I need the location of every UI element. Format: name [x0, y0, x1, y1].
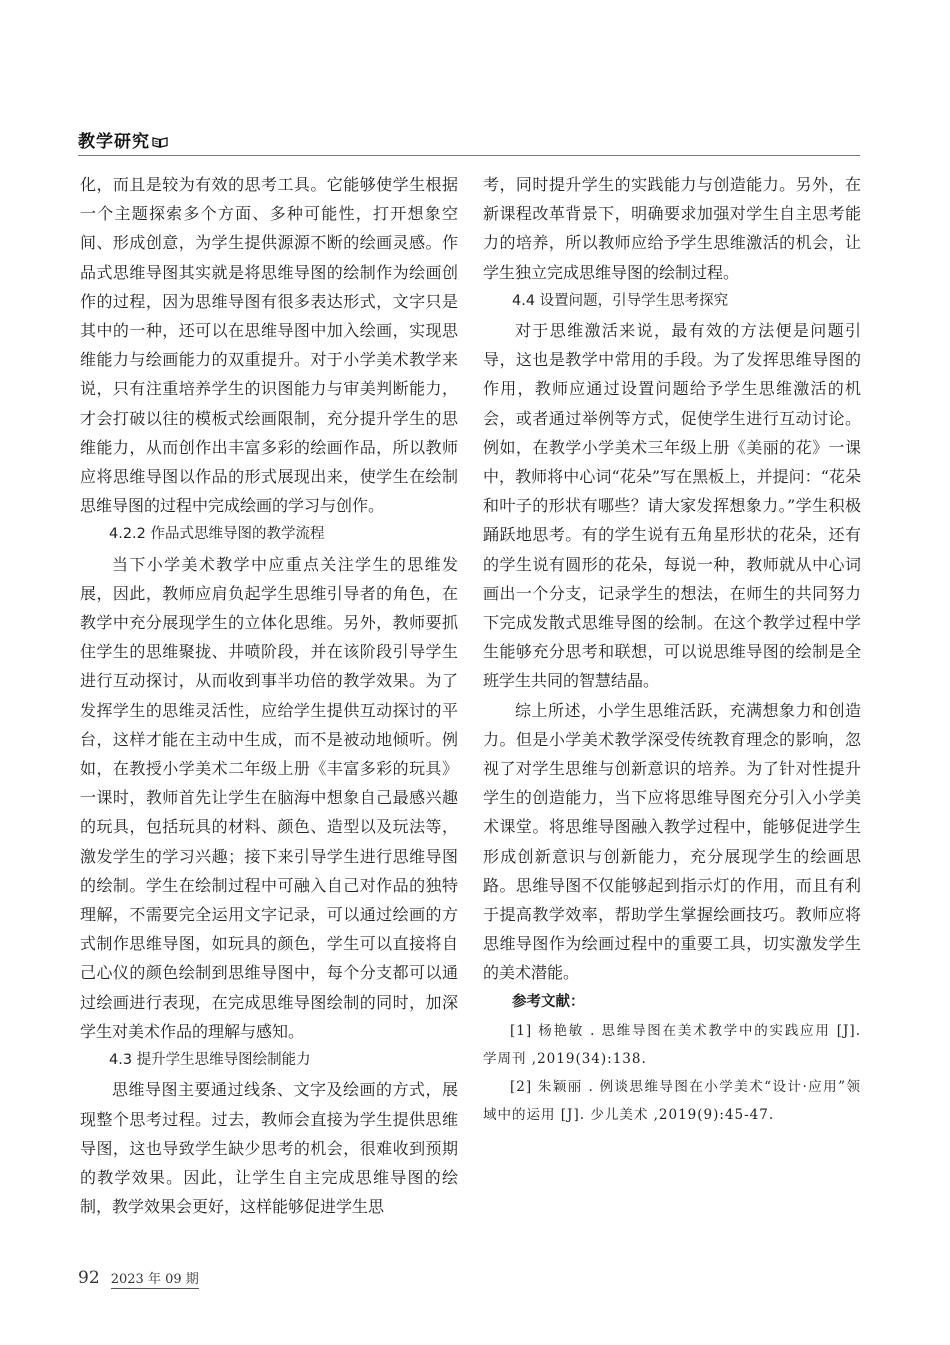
paragraph: 综上所述，小学生思维活跃，充满想象力和创造力。但是小学美术教学深受传统教育理念的影响，忽视了对学生思维与创新意识的培养。为了针对性提升学生的创造能力，当下应将思维导图充分引入小学美术课堂。将思维导图融入教学过程中，能够促进学生形成创新意识与创新能力，充分展现学生的绘画思路。思维导图不仅能够起到指示灯的作用，而且有利于提高教学效率，帮助学生掌握绘画技巧。教师应将思维导图作为绘画过程中的重要工具，切实激发学生的美术潜能。 [483, 700, 861, 983]
left-column [80, 170, 458, 1221]
issue-label: 2023 年 09 期 [110, 1272, 199, 1287]
reference-item: [2] 朱颖丽 . 例谈思维导图在小学美术“设计·应用”领域中的运用 [J]. 少儿美术 ,2019(9):45-47. [483, 1078, 861, 1123]
section-title-text: 教学研究 [78, 132, 150, 152]
references-heading: 参考文献： [512, 993, 585, 1010]
paragraph: 当下小学美术教学中应重点关注学生的思维发展，因此，教师应肩负起学生思维引导者的角色，在教学中充分展现学生的立体化思维。另外，教师要抓住学生的思维聚拢、井喷阶段，并在该阶段引导学生进行互动探讨，从而收到事半功倍的教学效果。为了发挥学生的思维灵活性，应给学生提供互动探讨的平台，这样才能在主动中生成，而不是被动地倾听。例如，在教授小学美术二年级上册《丰富多彩的玩具》一课时，教师首先让学生在脑海中想象自己最感兴趣的玩具，包括玩具的材料、颜色、造型以及玩法等，激发学生的学习兴趣；接下来引导学生进行思维导图的绘制。学生在绘制过程中可融入自己对作品的独特理解，不需要完全运用文字记录，可以通过绘画的方式制作思维导图，如玩具的颜色，学生可以直接将自己心仪的颜色绘制到思维导图中，每个分支都可以通过绘画进行表现，在完成思维导图绘制的同时，加深学生对美术作品的理解与感知。 [80, 554, 458, 1041]
section-heading-4-4: 4.4 设置问题，引导学生思考探究 [512, 292, 729, 309]
paragraph: 思维导图主要通过线条、文字及绘画的方式，展现整个思考过程。过去，教师会直接为学生提供思维导图，这也导致学生缺少思考的机会，很难收到预期的教学效果。因此，让学生自主完成思维导图的绘制，教学效果会更好，这样能够促进学生思 [80, 1080, 458, 1217]
book-icon [152, 136, 168, 148]
page-footer [78, 1268, 199, 1288]
running-header [78, 127, 860, 156]
section-heading-4-2-2: 4.2.2 作品式思维导图的教学流程 [109, 526, 325, 543]
page-number: 92 [78, 1268, 100, 1288]
section-heading-4-3: 4.3 提升学生思维导图绘制能力 [109, 1052, 311, 1069]
section-title [78, 127, 168, 152]
paragraph: 考，同时提升学生的实践能力与创造能力。另外，在新课程改革背景下，明确要求加强对学生自主思考能力的培养，所以教师应给予学生思维激活的机会，让学生独立完成思维导图的绘制过程。 [483, 175, 861, 282]
right-column [483, 170, 861, 1129]
reference-item: [1] 杨艳敏 . 思维导图在美术教学中的实践应用 [J]. 学周刊 ,2019(34):138. [483, 1022, 861, 1067]
paragraph: 化，而且是较为有效的思考工具。它能够使学生根据一个主题探索多个方面、多种可能性，打开想象空间、形成创意，为学生提供源源不断的绘画灵感。作品式思维导图其实就是将思维导图的绘制作为绘画创作的过程，因为思维导图有很多表达形式，文字只是其中的一种，还可以在思维导图中加入绘画，实现思维能力与绘画能力的双重提升。对于小学美术教学来说，只有注重培养学生的识图能力与审美判断能力，才会打破以往的模板式绘画限制，充分提升学生的思维能力，从而创作出丰富多彩的绘画作品，所以教师应将思维导图以作品的形式展现出来，使学生在绘制思维导图的过程中完成绘画的学习与创作。 [80, 175, 458, 516]
paragraph: 对于思维激活来说，最有效的方法便是问题引导，这也是教学中常用的手段。为了发挥思维导图的作用，教师应通过设置问题给予学生思维激活的机会，或者通过举例等方式，促使学生进行互动讨论。例如，在教学小学美术三年级上册《美丽的花》一课中，教师将中心词“花朵”写在黑板上，并提问：“花朵和叶子的形状有哪些？请大家发挥想象力。”学生积极踊跃地思考。有的学生说有五角星形状的花朵，还有的学生说有圆形的花朵，每说一种，教师就从中心词画出一个分支，记录学生的想法，在师生的共同努力下完成发散式思维导图的绘制。在这个教学过程中学生能够充分思考和联想，可以说思维导图的绘制是全班学生共同的智慧结晶。 [483, 321, 861, 691]
